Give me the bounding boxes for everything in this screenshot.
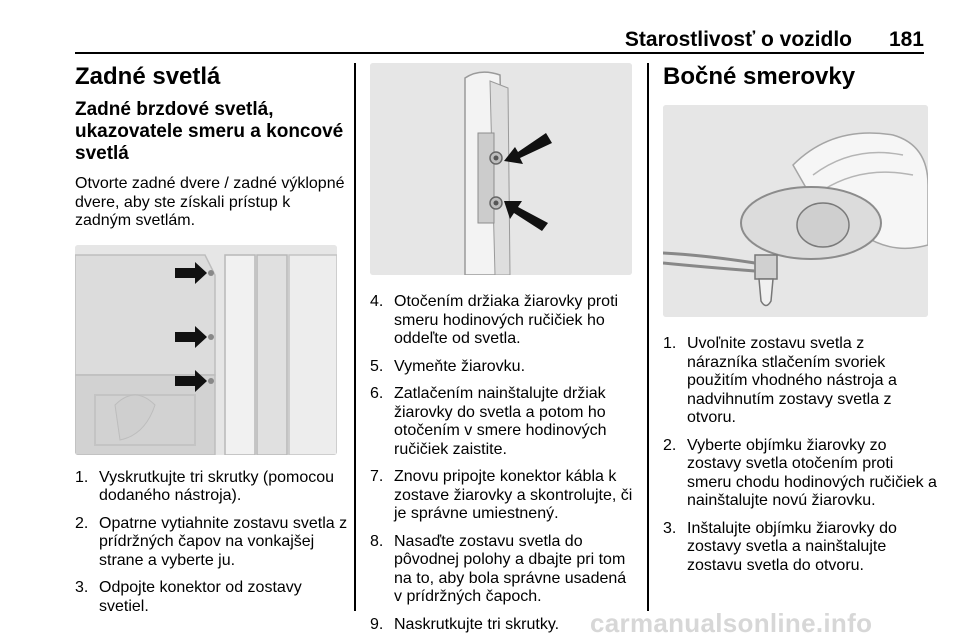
list-item: 5. Vymeňte žiarovku. xyxy=(370,357,526,375)
list-item: 3. Odpojte konektor od zostavy svetiel. xyxy=(75,579,302,615)
steps-list xyxy=(75,469,353,617)
list-item: 3. Inštalujte objímku žiarovky do zostavy svetla a nainštalujte zostavu svetla do otvoru. xyxy=(663,519,897,574)
steps-list xyxy=(370,293,638,634)
column-rear-lights xyxy=(75,63,348,625)
column-side-indicators xyxy=(663,63,937,584)
list-item: 1. Vyskrutkujte tri skrutky (pomocou dodaného nástroja). xyxy=(75,468,335,504)
section-heading: Bočné smerovky xyxy=(663,63,856,90)
header-title: Starostlivosť o vozidlo xyxy=(624,28,852,51)
header-rule xyxy=(75,52,924,54)
steps-list xyxy=(663,335,938,575)
section-heading: Zadné svetlá xyxy=(75,63,221,90)
column-divider xyxy=(354,63,356,611)
side-indicator-illustration xyxy=(663,105,928,317)
page-header xyxy=(75,26,924,52)
list-item: 4. Otočením držiaka žiarovky proti smeru hodinových ručičiek ho oddeľte od svetla. xyxy=(370,293,619,347)
column-bulb-replacement xyxy=(370,63,638,642)
page-number: 181 xyxy=(888,28,924,51)
rear-light-illustration xyxy=(75,245,337,455)
subsection-heading: Zadné brzdové svetlá, ukazovatele smeru a koncové svetlá xyxy=(75,99,344,164)
bulb-holder-illustration xyxy=(370,63,632,275)
list-item: 2. Opatrne vytiahnite zostavu svetla z prídržných čapov na vonkajšej strane a vyberte ju. xyxy=(75,514,348,569)
intro-paragraph: Otvorte zadné dvere / zadné výklopné dvere, aby ste získali prístup k zadným svetlám. xyxy=(75,175,345,229)
list-item: 9. Naskrutkujte tri skrutky. xyxy=(370,615,560,633)
list-item: 2. Vyberte objímku žiarovky zo zostavy svetla otočením proti smeru chodu hodinových ručičiek a nainštalujte novú žiarovku. xyxy=(663,436,937,509)
list-item: 6. Zatlačením nainštalujte držiak žiarovky do svetla a potom ho otočením v smere hodinových ručičiek zaistite. xyxy=(370,385,607,458)
column-divider xyxy=(647,63,649,611)
list-item: 7. Znovu pripojte konektor kábla k zostave žiarovky a skontrolujte, či je správne umiestnený. xyxy=(370,468,633,522)
list-item: 8. Nasaďte zostavu svetla do pôvodnej polohy a dbajte pri tom na to, aby bola správne usadená v prídržných čapoch. xyxy=(370,532,627,605)
watermark: carmanualsonline.info xyxy=(590,608,873,638)
list-item: 1. Uvoľnite zostavu svetla z nárazníka stlačením svoriek použitím vhodného nástroja a nadvihnutím zostavy svetla z otvoru. xyxy=(663,335,897,426)
